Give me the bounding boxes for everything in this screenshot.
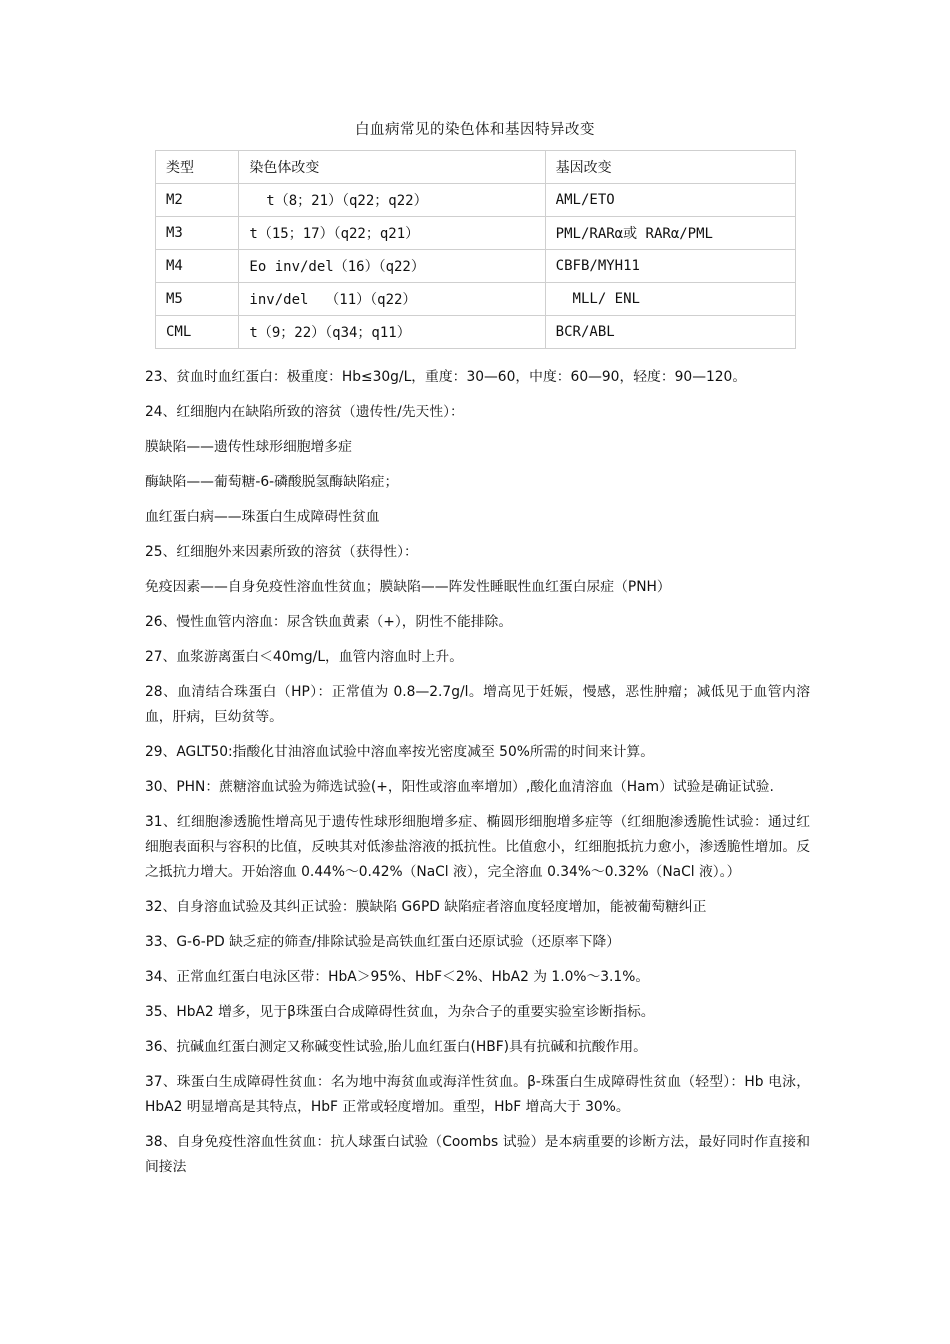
paragraph-immune-factors: 免疫因素——自身免疫性溶血性贫血；膜缺陷——阵发性睡眠性血红蛋白尿症（PNH） (145, 579, 671, 595)
cell-gene: BCR/ABL (545, 316, 795, 349)
cell-gene: MLL/ ENL (545, 283, 795, 316)
table-row (156, 316, 796, 349)
paragraph-32: 32、自身溶血试验及其纠正试验：膜缺陷 G6PD 缺陷症者溶血度轻度增加，能被葡萄糖纠正 (145, 899, 707, 915)
paragraph-30: 30、PHN：蔗糖溶血试验为筛选试验(+，阳性或溶血率增加）,酸化血清溶血（Ham）试验是确证试验. (145, 779, 774, 795)
paragraph-23: 23、贫血时血红蛋白：极重度：Hb≤30g/L，重度：30—60，中度：60—90，轻度：90—120。 (145, 369, 747, 385)
paragraph-38: 38、自身免疫性溶血性贫血：抗人球蛋白试验（Coombs 试验）是本病重要的诊断方法，最好同时作直接和间接法 (145, 1134, 810, 1175)
cell-gene: AML/ETO (545, 184, 795, 217)
table-title: 白血病常见的染色体和基因特异改变 (355, 122, 595, 138)
paragraph-26: 26、慢性血管内溶血：尿含铁血黄素（+），阴性不能排除。 (145, 614, 513, 630)
table-row (156, 184, 796, 217)
paragraph-33: 33、G-6-PD 缺乏症的筛查/排除试验是高铁血红蛋白还原试验（还原率下降） (145, 934, 621, 950)
cell-type: CML (156, 316, 239, 349)
paragraph-35: 35、HbA2 增多，见于β珠蛋白合成障碍性贫血，为杂合子的重要实验室诊断指标。 (145, 1004, 655, 1020)
cell-type: M2 (156, 184, 239, 217)
header-type: 类型 (156, 151, 239, 184)
paragraph-37: 37、珠蛋白生成障碍性贫血：名为地中海贫血或海洋性贫血。β-珠蛋白生成障碍性贫血（轻型）：Hb 电泳，HbA2 明显增高是其特点，HbF 正常或轻度增加。重型，HbF 增高大于 30%。 (145, 1074, 810, 1115)
paragraph-hemoglobinopathy: 血红蛋白病——珠蛋白生成障碍性贫血 (145, 509, 380, 525)
paragraph-29: 29、AGLT50:指酸化甘油溶血试验中溶血率按光密度减至 50%所需的时间来计算。 (145, 744, 655, 760)
header-chromosome: 染色体改变 (239, 151, 545, 184)
cell-type: M4 (156, 250, 239, 283)
cell-type: M3 (156, 217, 239, 250)
notes-body (145, 365, 810, 1190)
paragraph-28: 28、血清结合珠蛋白（HP）：正常值为 0.8—2.7g/l。增高见于妊娠，慢感，恶性肿瘤；减低见于血管内溶血，肝病，巨幼贫等。 (145, 684, 810, 725)
cell-chromosome: t（8；21）（q22；q22） (239, 184, 545, 217)
header-gene: 基因改变 (545, 151, 795, 184)
paragraph-27: 27、血浆游离蛋白＜40mg/L，血管内溶血时上升。 (145, 649, 463, 665)
table-row (156, 250, 796, 283)
paragraph-24: 24、红细胞内在缺陷所致的溶贫（遗传性/先天性）： (145, 404, 464, 420)
paragraph-membrane-defect: 膜缺陷——遗传性球形细胞增多症 (145, 439, 352, 455)
table-row (156, 283, 796, 316)
table-row (156, 217, 796, 250)
paragraph-36: 36、抗碱血红蛋白测定又称碱变性试验,胎儿血红蛋白(HBF)具有抗碱和抗酸作用。 (145, 1039, 647, 1055)
chromosome-gene-table (155, 150, 796, 349)
paragraph-25: 25、红细胞外来因素所致的溶贫（获得性）： (145, 544, 418, 560)
paragraph-enzyme-defect: 酶缺陷——葡萄糖-6-磷酸脱氢酶缺陷症； (145, 474, 399, 490)
paragraph-31: 31、红细胞渗透脆性增高见于遗传性球形细胞增多症、椭圆形细胞增多症等（红细胞渗透脆性试验：通过红细胞表面积与容积的比值，反映其对低渗盐溶液的抵抗性。比值愈小，红细胞抵抗力愈小，渗透脆性增加。反之抵抗力增大。开始溶血 0.44%～0.42%（NaCl 液），完全溶血 0.34%～0.32%（NaCl 液）。） (145, 814, 810, 880)
cell-type: M5 (156, 283, 239, 316)
cell-gene: PML/RARα或 RARα/PML (545, 217, 795, 250)
cell-chromosome: Eo inv/del（16）（q22） (239, 250, 545, 283)
cell-chromosome: inv/del （11）（q22） (239, 283, 545, 316)
cell-chromosome: t（15；17）（q22；q21） (239, 217, 545, 250)
cell-chromosome: t（9；22）（q34；q11） (239, 316, 545, 349)
table-header-row (156, 151, 796, 184)
paragraph-34: 34、正常血红蛋白电泳区带：HbA＞95%、HbF＜2%、HbA2 为 1.0%～3.1%。 (145, 969, 650, 985)
cell-gene: CBFB/MYH11 (545, 250, 795, 283)
